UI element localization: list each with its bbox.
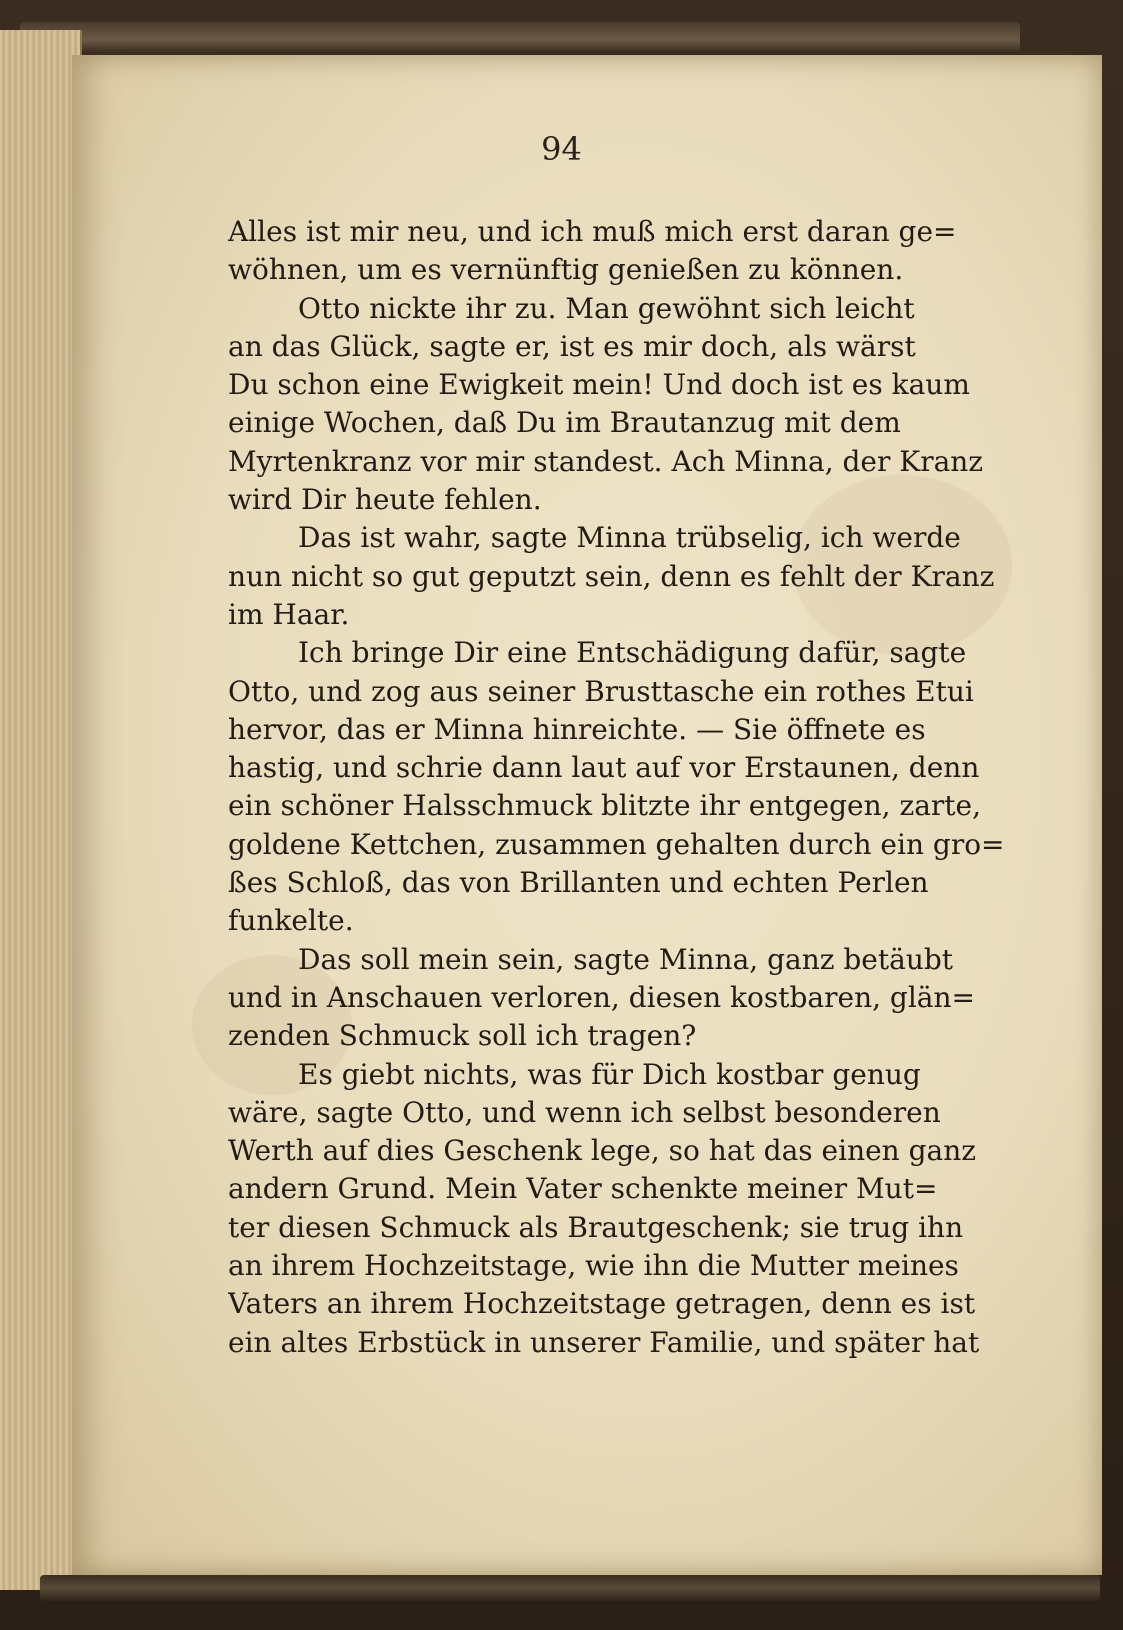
- page-number: 94: [541, 130, 582, 168]
- text-line: wöhnen, um es vernünftig genießen zu können.: [228, 253, 904, 287]
- text-line: ßes Schloß, das von Brillanten und echten Perlen: [228, 866, 929, 900]
- text-line: an das Glück, sagte er, ist es mir doch, als wärst: [228, 329, 916, 363]
- text-line: Das soll mein sein, sagte Minna, ganz betäubt: [298, 942, 954, 976]
- text-line: wird Dir heute fehlen.: [228, 483, 542, 517]
- text-line: Ich bringe Dir eine Entschädigung dafür, sagte: [298, 636, 967, 670]
- text-line: hervor, das er Minna hinreichte. — Sie öffnete es: [228, 712, 926, 746]
- text-line: Es giebt nichts, was für Dich kostbar genug: [298, 1057, 921, 1091]
- text-line: ein altes Erbstück in unserer Familie, und später hat: [228, 1325, 980, 1359]
- text-line: Myrtenkranz vor mir standest. Ach Minna, der Kranz: [228, 444, 984, 478]
- text-line: Otto, und zog aus seiner Brusttasche ein rothes Etui: [228, 674, 974, 708]
- text-line: Werth auf dies Geschenk lege, so hat das einen ganz: [228, 1134, 977, 1168]
- text-line: funkelte.: [228, 904, 354, 938]
- text-line: Das ist wahr, sagte Minna trübselig, ich werde: [298, 521, 961, 555]
- book-cover-top-edge: [20, 22, 1020, 52]
- text-line: Vaters an ihrem Hochzeitstage getragen, denn es ist: [228, 1287, 976, 1321]
- text-line: einige Wochen, daß Du im Brautanzug mit dem: [228, 406, 901, 440]
- text-line: nun nicht so gut geputzt sein, denn es fehlt der Kranz: [228, 559, 995, 593]
- text-line: an ihrem Hochzeitstage, wie ihn die Mutter meines: [228, 1249, 959, 1283]
- text-line: goldene Kettchen, zusammen gehalten durch ein gro=: [228, 827, 1005, 861]
- text-line: und in Anschauen verloren, diesen kostbaren, glän=: [228, 980, 975, 1014]
- text-line: ter diesen Schmuck als Brautgeschenk; sie trug ihn: [228, 1210, 964, 1244]
- text-line: zenden Schmuck soll ich tragen?: [228, 1019, 697, 1053]
- text-line: Otto nickte ihr zu. Man gewöhnt sich leicht: [298, 291, 915, 325]
- text-line: im Haar.: [228, 597, 350, 631]
- text-line: andern Grund. Mein Vater schenkte meiner Mut=: [228, 1172, 938, 1206]
- text-line: wäre, sagte Otto, und wenn ich selbst besonderen: [228, 1095, 941, 1129]
- page-text: [228, 213, 1048, 1362]
- page-stack-edge: [0, 30, 82, 1590]
- text-line: hastig, und schrie dann laut auf vor Erstaunen, denn: [228, 751, 980, 785]
- text-line: Alles ist mir neu, und ich muß mich erst daran ge=: [228, 215, 957, 248]
- text-line: ein schöner Halsschmuck blitzte ihr entgegen, zarte,: [228, 789, 982, 823]
- book-cover-bottom-edge: [40, 1575, 1100, 1601]
- text-line: Du schon eine Ewigkeit mein! Und doch ist es kaum: [228, 368, 970, 402]
